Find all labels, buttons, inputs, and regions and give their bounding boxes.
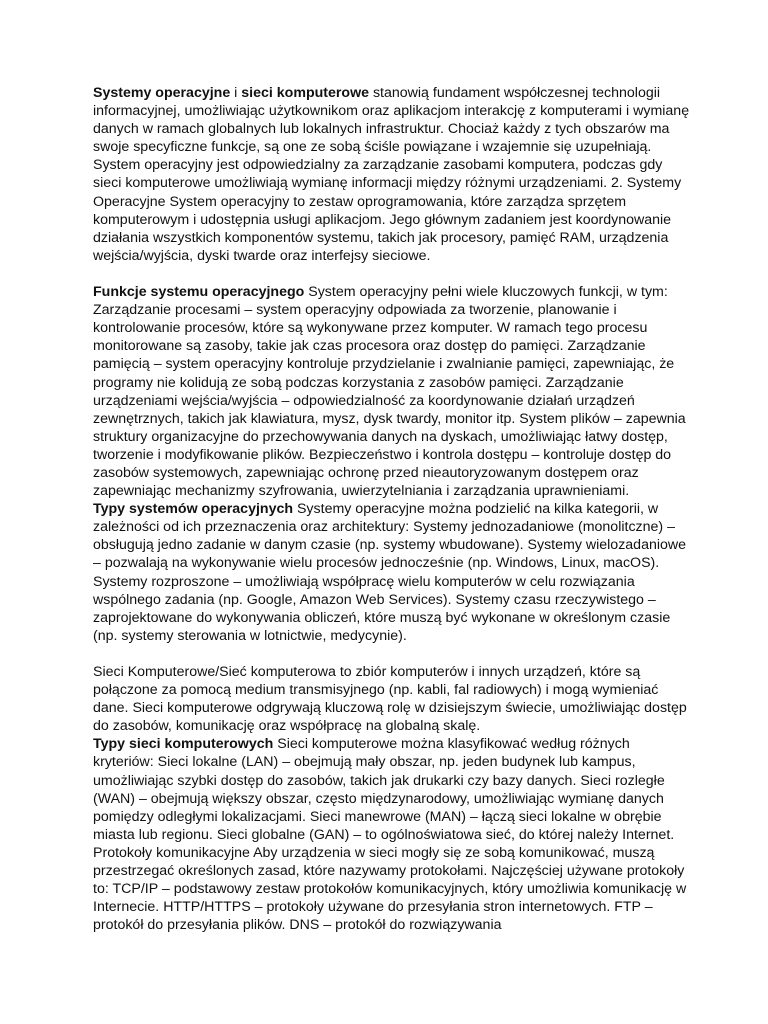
paragraph-os-functions-text: System operacyjny pełni wiele kluczowych funkcji, w tym: Zarządzanie procesami – system operacyjny odpowiada za tworzenie, planowanie i kontrolowanie procesów, które są wykonywane przez komputer. W ramach tego procesu monitorowane są zasoby, takie jak czas procesora oraz dostęp do pamięci. Zarządzanie pamięcią – system operacyjny kontroluje przydzielanie i zwalnianie pamięci, zapewniając, że programy nie kolidują ze sobą podczas korzystania z zasobów pamięci. Zarządzanie urządzeniami wejścia/wyjścia – odpowiedzialność za koordynowanie działań urządzeń zewnętrznych, takich jak klawiatura, mysz, dysk twardy, monitor itp. System plików – zapewnia struktury organizacyjne do przechowywania danych na dyskach, umożliwiając łatwy dostęp, tworzenie i modyfikowanie plików. Bezpieczeństwo i kontrola dostępu – kontroluje dostęp do zasobów systemowych, zapewniając ochronę przed nieautoryzowanym dostępem oraz zapewniając mechanizmy szyfrowania, uwierzytelniania i zarządzania uprawnieniami. — [93, 284, 686, 500]
heading-os-types: Typy systemów operacyjnych — [93, 501, 294, 518]
term-systemy-operacyjne: Systemy operacyjne — [93, 85, 231, 101]
paragraph-intro-text: stanowią fundament współczesnej technologii informacyjnej, umożliwiając użytkownikom oraz aplikacjom interakcję z komputerami i wymianę danych w ramach globalnych lub lokalnych infrastruktur. Chociaż każdy z tych obszarów ma swoje specyficzne funkcje, są one ze sobą ściśle powiązane i wzajemnie się uzupełniają. System operacyjny jest odpowiedzialny za zarządzanie zasobami komputera, podczas gdy sieci komputerowe umożliwiają wymianę informacji między różnymi urządzeniami. 2. Systemy Operacyjne System operacyjny to zestaw oprogramowania, które zarządza sprzętem komputerowym i udostępnia usługi aplikacjom. Jego głównym zadaniem jest koordynowanie działania wszystkich komponentów systemu, takich jak procesory, pamięć RAM, urządzenia wejścia/wyjścia, dyski twarde oraz interfejsy sieciowe. — [93, 85, 690, 264]
paragraph-spacer — [93, 265, 693, 283]
heading-os-functions: Funkcje systemu operacyjnego — [93, 284, 305, 301]
paragraph-network-types-text: Sieci komputerowe można klasyfikować według różnych kryteriów: Sieci lokalne (LAN) – obejmują mały obszar, np. jeden budynek lub kampus, umożliwiając szybki dostęp do zasobów, takich jak drukarki czy bazy danych. Sieci rozległe (WAN) – obejmują większy obszar, często międzynarodowy, umożliwiając wymianę danych pomiędzy odległymi lokalizacjami. Sieci manewrowe (MAN) – łączą sieci lokalne w obrębie miasta lub regionu. Sieci globalne (GAN) – to ogólnoświatowa sieć, do której należy Internet. Protokoły komunikacyjne Aby urządzenia w sieci mogły się ze sobą komunikować, muszą przestrzegać określonych zasad, które nazywamy protokołami. Najczęściej używane protokoły to: TCP/IP – podstawowy zestaw protokołów komunikacyjnych, który umożliwia komunikację w Internecie. HTTP/HTTPS – protokoły używane do przesyłania stron internetowych. FTP – protokół do przesyłania plików. DNS – protokół do rozwiązywania — [93, 736, 687, 934]
document-page — [93, 84, 693, 934]
paragraph-spacer — [93, 645, 693, 663]
term-sieci-komputerowe: sieci komputerowe — [241, 85, 370, 101]
paragraph-os-types — [93, 500, 693, 645]
paragraph-os-functions — [93, 283, 693, 500]
heading-network-types: Typy sieci komputerowych — [93, 736, 274, 753]
paragraph-network-types — [93, 735, 693, 934]
paragraph-intro — [93, 84, 693, 265]
paragraph-networks-intro-text: Sieci Komputerowe/Sieć komputerowa to zbiór komputerów i innych urządzeń, które są połączone za pomocą medium transmisyjnego (np. kabli, fal radiowych) i mogą wymieniać dane. Sieci komputerowe odgrywają kluczową rolę w dzisiejszym świecie, umożliwiając dostęp do zasobów, komunikację oraz współpracę na globalną skalę. — [93, 664, 687, 735]
connector-text: i — [230, 85, 242, 101]
paragraph-networks-intro — [93, 663, 693, 735]
paragraph-os-types-text: Systemy operacyjne można podzielić na kilka kategorii, w zależności od ich przeznaczenia oraz architektury: Systemy jednozadaniowe (monolitczne) – obsługują jedno zadanie w danym czasie (np. systemy wbudowane). Systemy wielozadaniowe – pozwalają na wykonywanie wielu procesów jednocześnie (np. Windows, Linux, macOS). Systemy rozproszone – umożliwiają współpracę wielu komputerów w celu rozwiązania wspólnego zadania (np. Google, Amazon Web Services). Systemy czasu rzeczywistego – zaprojektowane do wykonywania obliczeń, które muszą być wykonane w określonym czasie (np. systemy sterowania w lotnictwie, medycynie). — [93, 501, 687, 644]
